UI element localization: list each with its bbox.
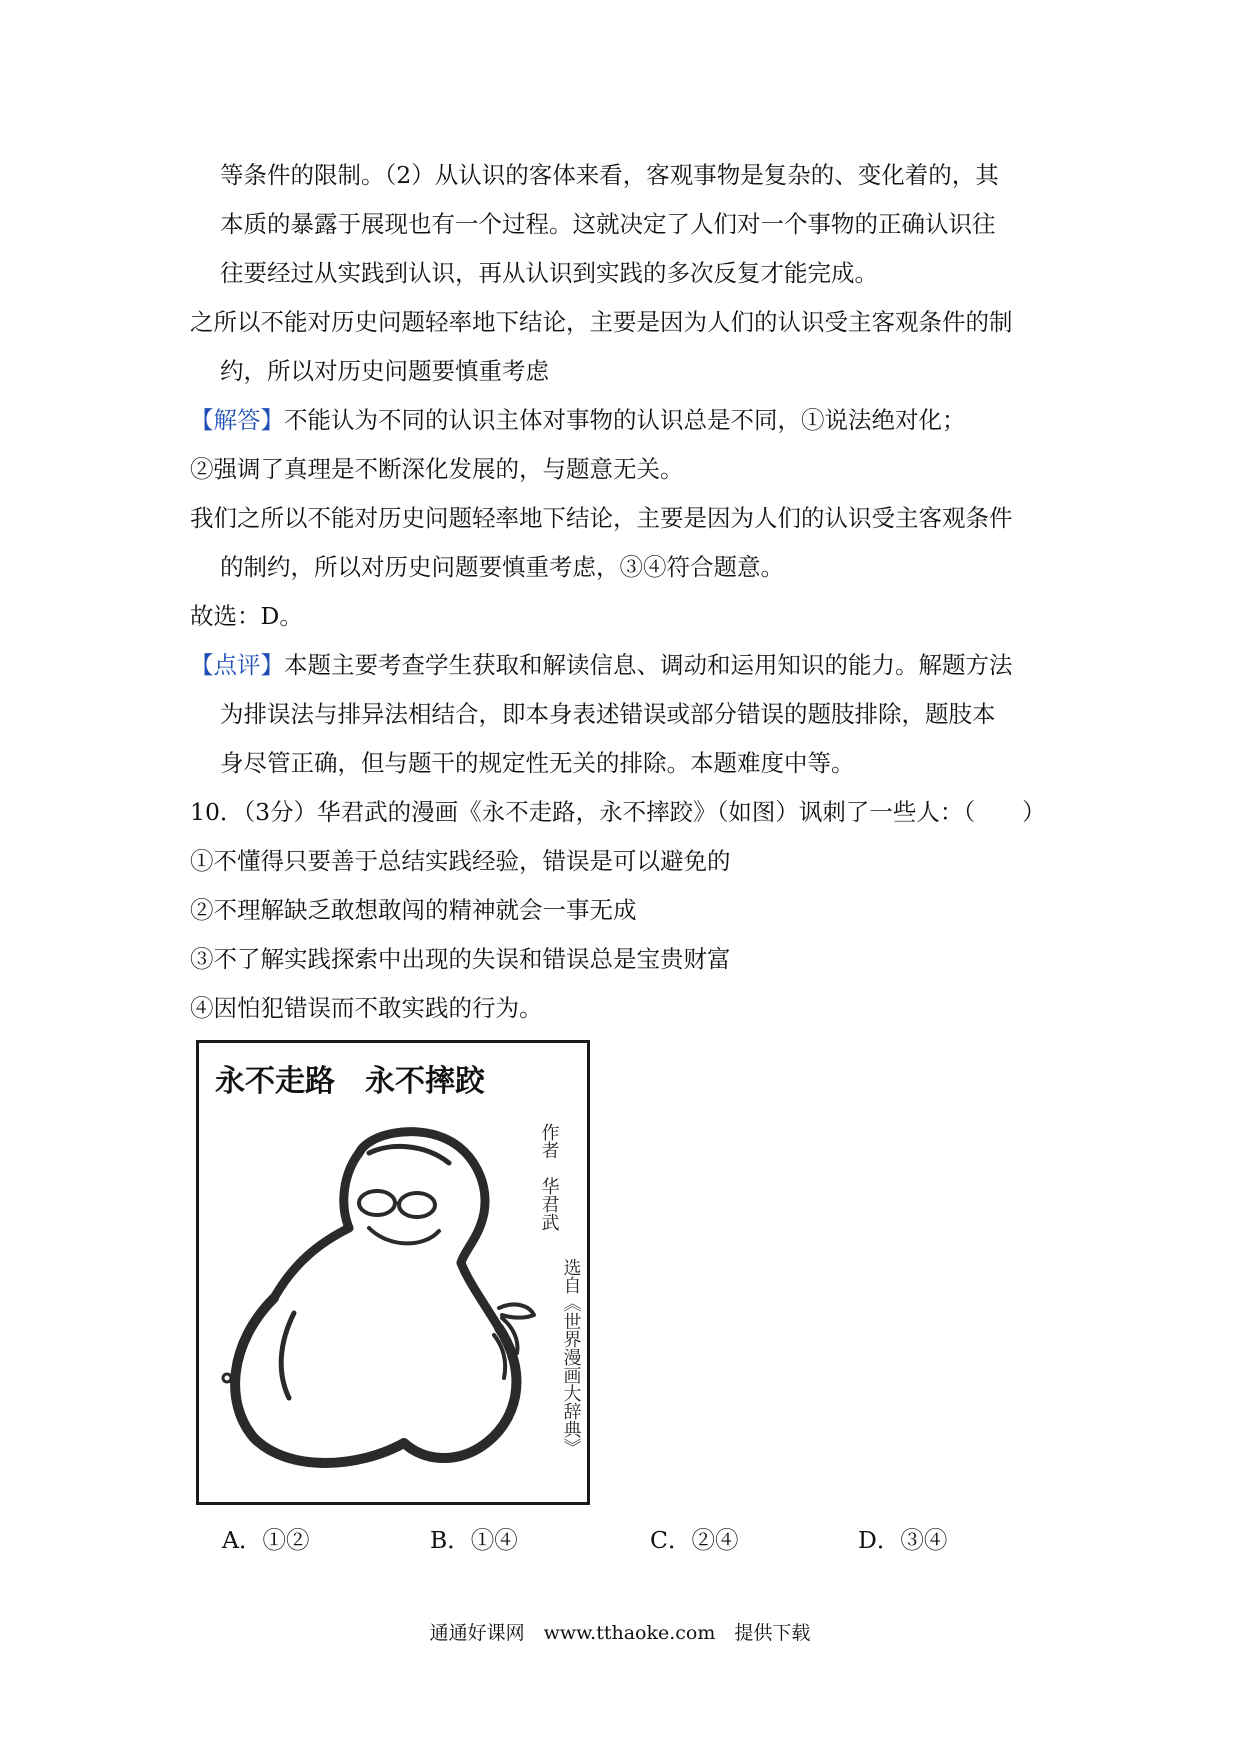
question-item: ②不理解缺乏敢想敢闯的精神就会一事无成 xyxy=(190,896,637,924)
body-line: 往要经过从实践到认识，再从认识到实践的多次反复才能完成。 xyxy=(220,259,878,287)
page-footer: 通通好课网 www.tthaoke.com 提供下载 xyxy=(429,1622,811,1644)
cartoon-source-caption: 选自《世界漫画大辞典》 xyxy=(560,1258,582,1456)
answer-line: ②强调了真理是不断深化发展的，与题意无关。 xyxy=(190,455,684,483)
cartoon-title: 永不走路 永不摔跤 xyxy=(215,1064,485,1099)
option-d-value: ③④ xyxy=(900,1526,948,1554)
answer-line xyxy=(190,395,1070,445)
body-line: 等条件的限制。（2）从认识的客体来看，客观事物是复杂的、变化着的，其 xyxy=(220,161,999,189)
comment-line: 身尽管正确，但与题干的规定性无关的排除。本题难度中等。 xyxy=(220,749,855,777)
option-a[interactable] xyxy=(222,1515,309,1565)
option-b-label: B． xyxy=(430,1526,471,1554)
cartoon-author-caption: 作者 华君武 xyxy=(538,1123,560,1231)
option-b-value: ①④ xyxy=(470,1526,518,1554)
cartoon-figure xyxy=(196,1040,590,1505)
question-item: ①不懂得只要善于总结实践经验，错误是可以避免的 xyxy=(190,847,731,875)
body-line: 约，所以对历史问题要慎重考虑 xyxy=(220,357,549,385)
comment-tag: 【点评】 xyxy=(190,651,284,679)
option-c[interactable] xyxy=(650,1515,738,1565)
option-d-label: D． xyxy=(858,1526,901,1554)
answer-choice: 故选：D。 xyxy=(190,602,303,630)
option-d[interactable] xyxy=(858,1515,947,1565)
option-c-label: C． xyxy=(650,1526,692,1554)
cartoon-drawing xyxy=(199,1043,587,1502)
gourd-figure xyxy=(223,1132,534,1463)
answer-tag: 【解答】 xyxy=(190,406,284,434)
comment-text: 本题主要考查学生获取和解读信息、调动和运用知识的能力。解题方法 xyxy=(284,651,1013,679)
option-b[interactable] xyxy=(430,1515,518,1565)
question-item: ③不了解实践探索中出现的失误和错误总是宝贵财富 xyxy=(190,945,731,973)
question-item: ④因怕犯错误而不敢实践的行为。 xyxy=(190,994,543,1022)
body-line: 本质的暴露于展现也有一个过程。这就决定了人们对一个事物的正确认识往 xyxy=(220,210,996,238)
answer-line: 我们之所以不能对历史问题轻率地下结论，主要是因为人们的认识受主客观条件 xyxy=(190,504,1013,532)
option-a-label: A． xyxy=(222,1526,263,1554)
question-stem: 10．（3分）华君武的漫画《永不走路，永不摔跤》（如图）讽刺了一些人：（ ） xyxy=(190,798,1046,826)
answer-text: 不能认为不同的认识主体对事物的认识总是不同，①说法绝对化； xyxy=(284,406,966,434)
option-a-value: ①② xyxy=(262,1526,310,1554)
body-line: 之所以不能对历史问题轻率地下结论，主要是因为人们的认识受主客观条件的制 xyxy=(190,308,1013,336)
option-c-value: ②④ xyxy=(691,1526,739,1554)
comment-line: 为排误法与排异法相结合，即本身表述错误或部分错误的题肢排除，题肢本 xyxy=(220,700,996,728)
comment-line xyxy=(190,640,1070,690)
answer-line: 的制约，所以对历史问题要慎重考虑，③④符合题意。 xyxy=(220,553,784,581)
